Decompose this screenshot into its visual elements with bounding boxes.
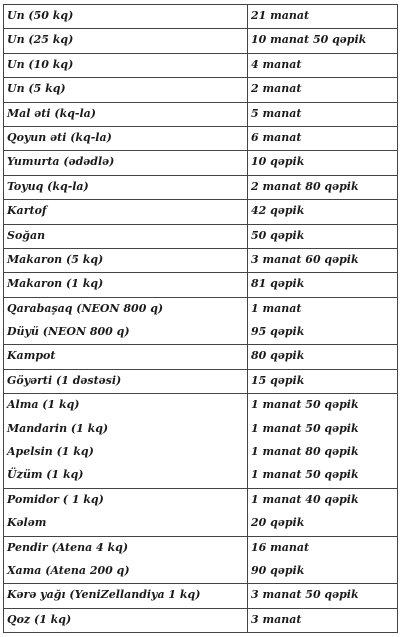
table-row: [4, 488, 398, 512]
table-row: [4, 536, 398, 560]
table-row: [4, 608, 398, 632]
table-row: [4, 418, 398, 441]
table-row: [4, 78, 398, 102]
table-row: [4, 29, 398, 53]
table-row: [4, 224, 398, 248]
table-row: [4, 5, 398, 29]
item-price: 2 manat 80 qəpik: [248, 175, 398, 199]
item-price: 20 qəpik: [248, 512, 398, 536]
item-name: Kərə yağı (YeniZellandiya 1 kq): [4, 584, 248, 608]
item-name: Mandarin (1 kq): [4, 418, 248, 441]
item-price: 15 qəpik: [248, 369, 398, 393]
table-row: [4, 273, 398, 297]
item-name: Makaron (1 kq): [4, 273, 248, 297]
table-row: [4, 512, 398, 536]
item-name: Qoz (1 kq): [4, 608, 248, 632]
item-name: Un (50 kq): [4, 5, 248, 29]
table-row: [4, 584, 398, 608]
item-name: Qoyun əti (kq-la): [4, 126, 248, 150]
item-name: Pendir (Atena 4 kq): [4, 536, 248, 560]
table-row: [4, 394, 398, 418]
item-name: Qarabaşaq (NEON 800 q): [4, 297, 248, 321]
item-price: 42 qəpik: [248, 200, 398, 224]
item-price: 6 manat: [248, 126, 398, 150]
item-price: 21 manat: [248, 5, 398, 29]
item-name: Göyərti (1 dəstəsi): [4, 369, 248, 393]
item-price: 4 manat: [248, 53, 398, 77]
price-table-body: [4, 5, 398, 633]
item-price: 1 manat 50 qəpik: [248, 464, 398, 488]
item-price: 3 manat 60 qəpik: [248, 248, 398, 272]
item-price: 95 qəpik: [248, 321, 398, 345]
item-name: Üzüm (1 kq): [4, 464, 248, 488]
item-name: Toyuq (kq-la): [4, 175, 248, 199]
table-row: [4, 369, 398, 393]
item-name: Makaron (5 kq): [4, 248, 248, 272]
item-name: Apelsin (1 kq): [4, 441, 248, 464]
item-price: 10 qəpik: [248, 151, 398, 175]
item-name: Kampot: [4, 345, 248, 369]
item-name: Un (25 kq): [4, 29, 248, 53]
item-price: 90 qəpik: [248, 560, 398, 584]
item-name: Pomidor ( 1 kq): [4, 488, 248, 512]
item-name: Alma (1 kq): [4, 394, 248, 418]
item-name: Kələm: [4, 512, 248, 536]
item-name: Xama (Atena 200 q): [4, 560, 248, 584]
table-row: [4, 126, 398, 150]
item-price: 16 manat: [248, 536, 398, 560]
table-row: [4, 441, 398, 464]
item-name: Un (10 kq): [4, 53, 248, 77]
table-row: [4, 248, 398, 272]
item-price: 81 qəpik: [248, 273, 398, 297]
table-row: [4, 151, 398, 175]
item-price: 5 manat: [248, 102, 398, 126]
table-row: [4, 345, 398, 369]
item-name: Düyü (NEON 800 q): [4, 321, 248, 345]
item-name: Mal əti (kq-la): [4, 102, 248, 126]
item-price: 3 manat: [248, 608, 398, 632]
table-row: [4, 560, 398, 584]
item-price: 1 manat 50 qəpik: [248, 418, 398, 441]
item-price: 1 manat 80 qəpik: [248, 441, 398, 464]
item-price: 1 manat 40 qəpik: [248, 488, 398, 512]
table-row: [4, 464, 398, 488]
table-row: [4, 175, 398, 199]
table-row: [4, 200, 398, 224]
item-name: Un (5 kq): [4, 78, 248, 102]
price-table: [3, 4, 398, 633]
item-name: Kartof: [4, 200, 248, 224]
item-price: 1 manat: [248, 297, 398, 321]
table-row: [4, 53, 398, 77]
item-price: 50 qəpik: [248, 224, 398, 248]
item-price: 1 manat 50 qəpik: [248, 394, 398, 418]
item-price: 3 manat 50 qəpik: [248, 584, 398, 608]
table-row: [4, 102, 398, 126]
item-price: 80 qəpik: [248, 345, 398, 369]
item-price: 2 manat: [248, 78, 398, 102]
item-price: 10 manat 50 qəpik: [248, 29, 398, 53]
table-row: [4, 321, 398, 345]
item-name: Soğan: [4, 224, 248, 248]
table-row: [4, 297, 398, 321]
item-name: Yumurta (ədədlə): [4, 151, 248, 175]
